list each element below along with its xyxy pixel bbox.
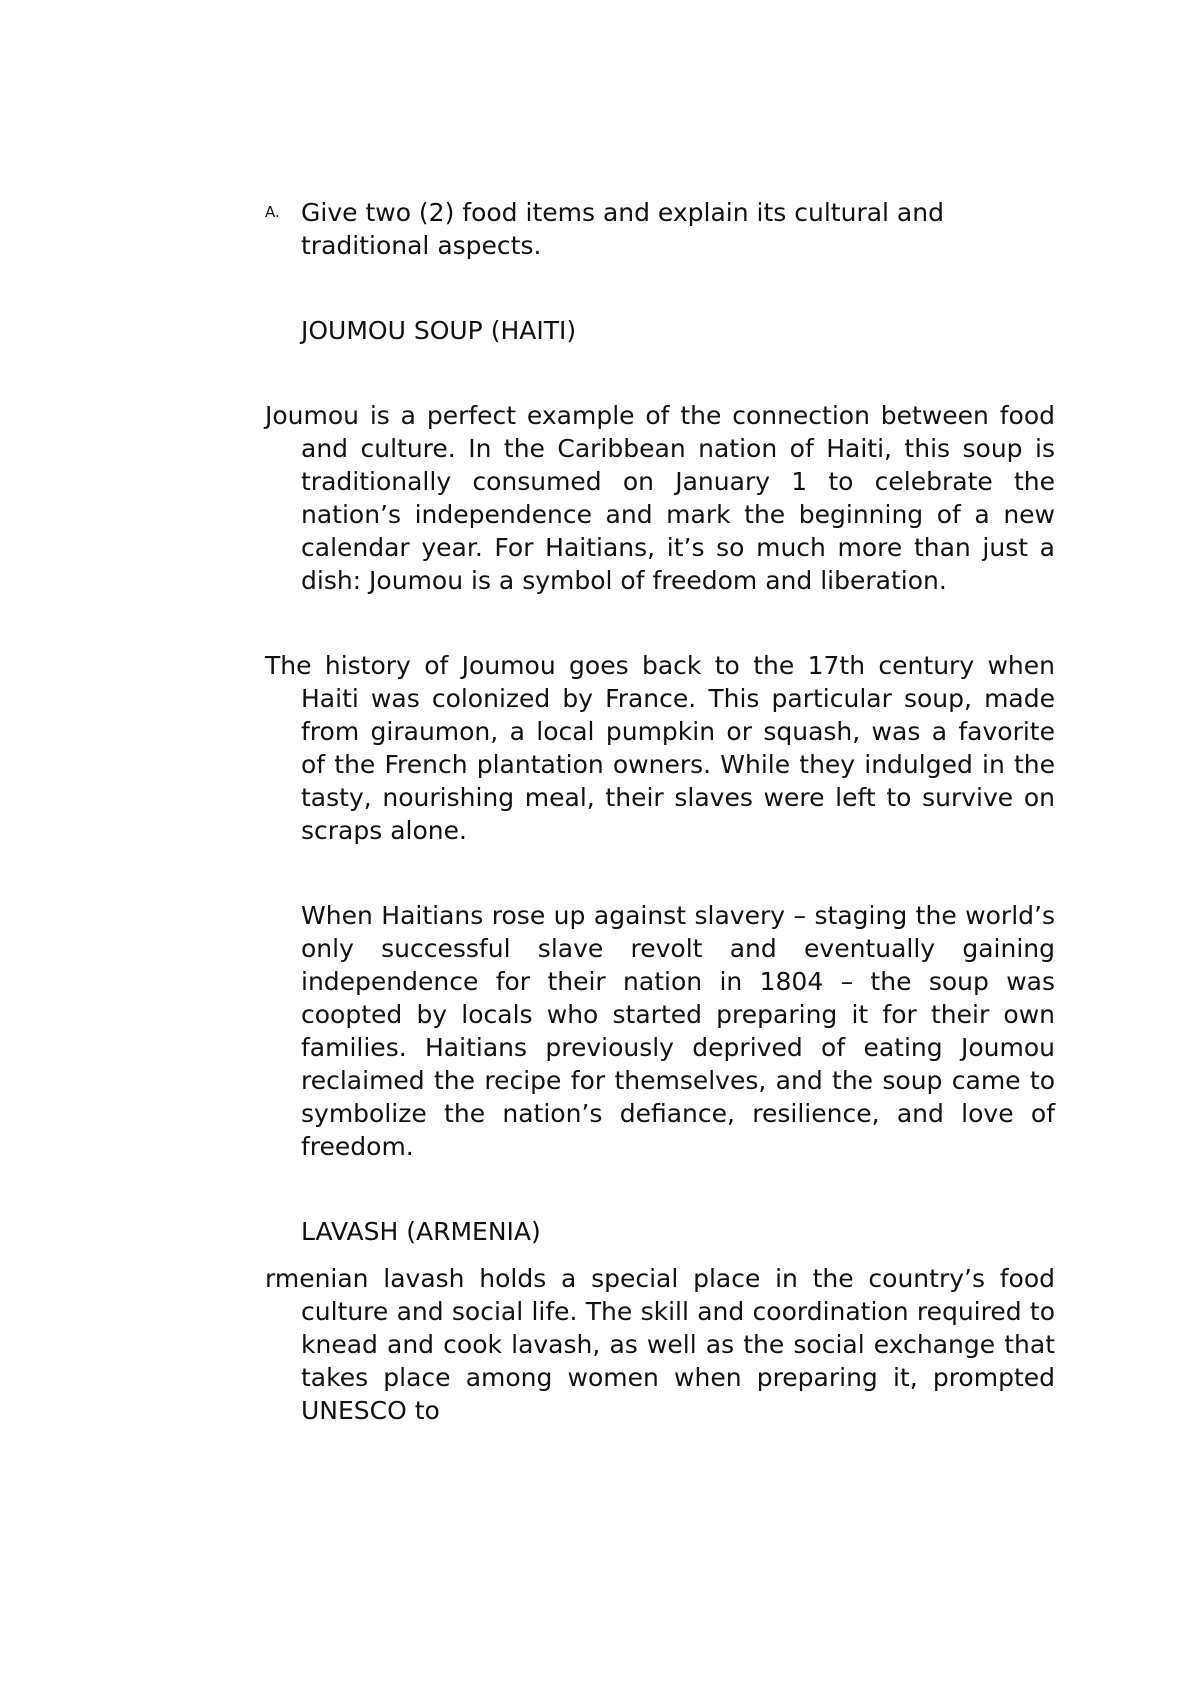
- spacer: [265, 1248, 1055, 1262]
- spacer: [265, 1163, 1055, 1215]
- section-heading-joumou: JOUMOU SOUP (HAITI): [301, 316, 577, 345]
- question-item: [265, 196, 1055, 262]
- document-body: [265, 196, 1055, 1427]
- joumou-paragraph-1: Joumou is a perfect example of the connection between food and culture. In the Caribbean nation of Haiti, this soup is traditionally consumed on January 1 to celebrate the nation’s independence and mark the beginning of a new calendar year. For Haitians, it’s so much more than just a dish: Joumou is a symbol of freedom and liberation.: [265, 401, 1055, 595]
- joumou-paragraph-2: The history of Joumou goes back to the 17th century when Haiti was colonized by France. This particular soup, made from giraumon, a local pumpkin or squash, was a favorite of the French plantation owners. While they indulged in the tasty, nourishing meal, their slaves were left to survive on scraps alone.: [265, 651, 1055, 845]
- spacer: [265, 347, 1055, 399]
- spacer: [265, 597, 1055, 649]
- list-marker: A.: [265, 203, 280, 221]
- lavash-paragraph-1: rmenian lavash holds a special place in the country’s food culture and social life. The skill and coordination required to knead and cook lavash, as well as the social exchange that takes place among women when preparing it, prompted UNESCO to: [265, 1264, 1055, 1425]
- spacer: [265, 262, 1055, 314]
- question-text: Give two (2) food items and explain its cultural and traditional aspects.: [301, 198, 944, 260]
- section-heading-lavash: LAVASH (ARMENIA): [301, 1217, 541, 1246]
- joumou-paragraph-3: When Haitians rose up against slavery – staging the world’s only successful slave revolt and eventually gaining independence for their nation in 1804 – the soup was coopted by locals who started preparing it for their own families. Haitians previously deprived of eating Joumou reclaimed the recipe for themselves, and the soup came to symbolize the nation’s defiance, resilience, and love of freedom.: [301, 901, 1055, 1161]
- spacer: [265, 847, 1055, 899]
